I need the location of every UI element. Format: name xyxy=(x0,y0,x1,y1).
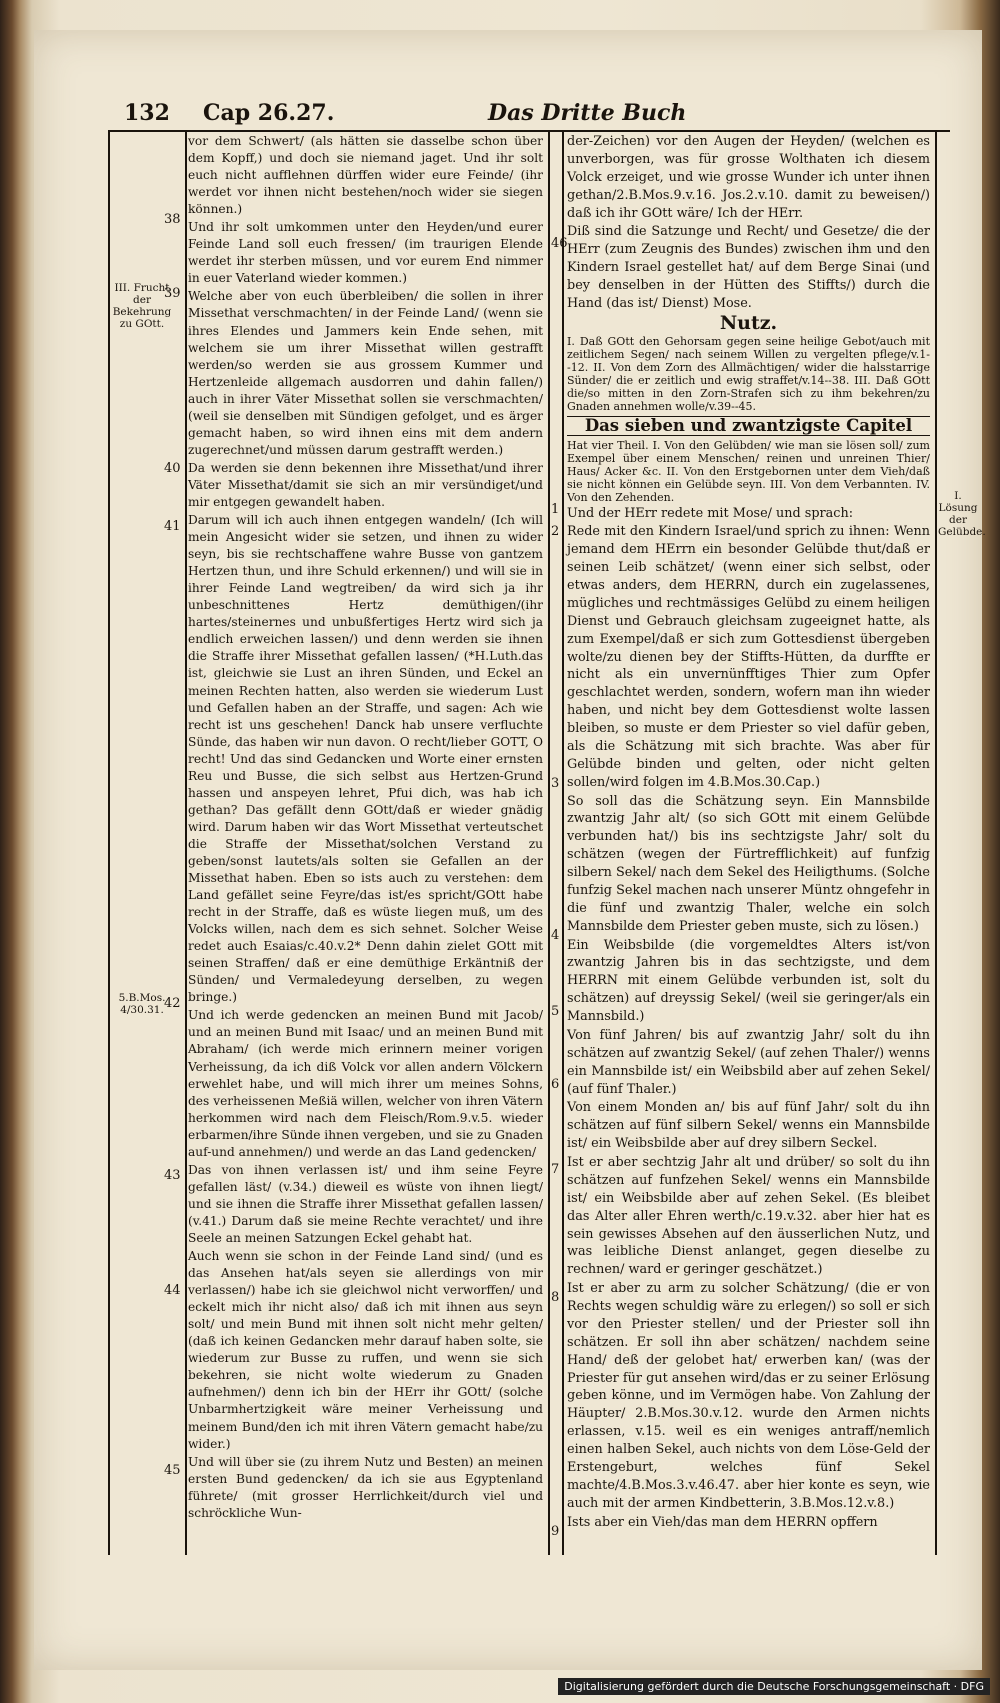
verse-text: Und will über sie (zu ihrem Nutz und Besten) an meinen ersten Bund gedencken/ da ich sie aus Egyptenland führete/ (mit grosser Herrlichkeit/durch viel und schröckliche Wun- xyxy=(188,1454,543,1520)
verse-text: Von einem Monden an/ bis auf fünf Jahr/ solt du ihn schätzen auf fünf silbern Sekel/ wenns ein Mannsbilde ist/ ein Weibsbilde aber auf drey silbern Seckel. xyxy=(567,1100,930,1152)
chapter-reference: Cap 26.27. xyxy=(203,100,335,126)
verse-number: 4 xyxy=(551,928,560,943)
verse-text: vor dem Schwert/ (als hätten sie dasselbe schon über dem Kopff,) und doch sie niemand jaget. Und ihr solt euch nicht aufflehnen dürffen wider eure Feinde/ (ihr werdet vor ihnen nicht bestehen/noch wider sie siegen können.) xyxy=(188,134,543,217)
nutz-text: I. Daß GOtt den Gehorsam gegen seine heilige Gebot/auch mit zeitlichem Segen/ nach seinem Willen zu vergelten pflege/v.1--12. II. Von dem Zorn des Allmächtigen/ wider die halsstarrige Sünder/ die er zeitlich und ewig straffet/v.14--38. III. Daß GOtt die/so mitten in den Zorn-Strafen sich zu ihm bekehren/zu Gnaden annehmen wolle/v.39--45. xyxy=(567,334,930,413)
verse-text: Da werden sie denn bekennen ihre Missethat/und ihrer Väter Missethat/damit sie sich an mir versündiget/und mir entgegen gewandelt haben. xyxy=(188,460,543,509)
chapter-summary: Hat vier Theil. I. Von den Gelübden/ wie man sie lösen soll/ zum Exempel über einem Menschen/ reinen und unreinen Thier/ Haus/ Acker &c. II. Von den Erstgebornen unter dem Vieh/daß sie nicht können ein Gelübde seyn. III. Von dem Verbannten. IV. Von den Zehenden. xyxy=(567,438,930,504)
verse-text: Auch wenn sie schon in der Feinde Land sind/ (und es das Ansehen hat/als seyen sie allerdings von mir verlassen/) habe ich sie gleichwol nicht verworffen/ und eckelt mich ihr nicht also/ daß ich mit ihnen aus seyn solt/ und mein Bund mit ihnen solt nicht mehr gelten/ (daß ich keinen Gedancken mehr darauf haben solte, sie wiederum zur Busse zu ruffen, und wenn sie sich bekehren, sie nicht wolte wiederum zu Gnaden aufnehmen/) denn ich bin der HErr ihr GOtt/ (solche Unbarmhertzigkeit wäre meiner Verheissung und meinem Bund/den ich mit ihren Vätern gemacht habe/zu wider.) xyxy=(188,1249,543,1451)
running-header xyxy=(108,96,950,132)
verse-text: Ists aber ein Vieh/das man dem HERRN opffern xyxy=(567,1514,878,1530)
digitization-credit: Digitalisierung gefördert durch die Deutsche Forschungsgemeinschaft · DFG xyxy=(558,1678,990,1695)
nutz-heading: Nutz. xyxy=(719,311,778,334)
verse-number: 38 xyxy=(164,212,181,227)
verse-number: 42 xyxy=(164,996,181,1011)
verse-text: Ein Weibsbilde (die vorgemeldtes Alters ist/von zwantzig Jahren bis in das sechtzigste, und dem HERRN mit einem Gelübde verbunden ist, solt du schätzen) auf dreyssig Sekel/ (weil sie geringer/als ein Mannsbild.) xyxy=(567,937,930,1024)
verse-number: 1 xyxy=(551,502,560,517)
margin-note-loesung: I. Lösung der Gelübde. xyxy=(938,490,986,538)
verse-number: 39 xyxy=(164,286,181,301)
verse-number: 5 xyxy=(551,1004,560,1019)
right-text-column xyxy=(567,133,930,1532)
verse-text: Und ihr solt umkommen unter den Heyden/und eurer Feinde Land soll euch fressen/ (im traurigen Elende werdet ihr sterben müssen, und vor eurem End nimmer in euer Vaterland wieder kommen.) xyxy=(188,220,543,286)
verse-number: 6 xyxy=(551,1077,560,1092)
chapter-heading: Das sieben und zwantzigste Capitel xyxy=(567,416,930,436)
left-text-column xyxy=(188,133,543,1523)
margin-note-frucht: III. Frucht der Bekehrung zu GOtt. xyxy=(112,282,172,330)
verse-text: Von fünf Jahren/ bis auf zwantzig Jahr/ solt du ihn schätzen auf zwantzig Sekel/ (auf zehen Thaler/) wenns ein Mannsbilde ist/ ein Weibsbild aber auf zehen Sekel/ (auf fünf Thaler.) xyxy=(567,1027,930,1097)
verse-text: Und der HErr redete mit Mose/ und sprach: xyxy=(567,505,854,521)
verse-text: So soll das die Schätzung seyn. Ein Mannsbilde zwantzig Jahr alt/ (so sich GOtt mit einem Gelübde verbunden hat/) bis ins sechtzigste Jahr/ solt du schätzen (wegen der Fürtrefflichkeit) auf funfzig silbern Sekel/ nach dem Sekel des Heiligthums. (Solche funfzig Sekel machen nach unserer Müntz ohngefehr in die fünf und zwantzig Thaler, welche ein solch Mannsbilde dem Priester geben muste, sich zu lösen.) xyxy=(567,793,930,934)
verse-number: 8 xyxy=(551,1290,560,1305)
verse-number: 44 xyxy=(164,1283,181,1298)
verse-number: 2 xyxy=(551,524,560,539)
right-column-rule xyxy=(935,130,937,1555)
verse-number: 45 xyxy=(164,1463,181,1478)
margin-note-mos-ref: 5.B.Mos. 4/30.31. xyxy=(118,992,166,1016)
verse-number: 40 xyxy=(164,461,181,476)
running-title: Das Dritte Buch xyxy=(488,100,687,126)
verse-number: 41 xyxy=(164,519,181,534)
verse-text: Ist er aber sechtzig Jahr alt und drüber/ so solt du ihn schätzen auf funfzehen Sekel/ wenns ein Mannsbilde ist/ ein Weibsbilde aber auf zehen Sekel. (Es bleibet das Alter aller Ehren werth/c.19.v.32. aber hier hat es sein gewisses Absehen auf den äusserlichen Nutz, und was leibliche Dienst anlanget, gegen dieselbe zu rechnen/ ward er geringer geschätzet.) xyxy=(567,1155,930,1278)
verse-text: Ist er aber zu arm zu solcher Schätzung/ (die er von Rechts wegen schuldig wäre zu erlegen/) so soll er sich vor den Priester stellen/ und der Priester soll ihn schätzen. Er soll ihn aber schätzen/ nachdem seine Hand/ deß der gelobet hat/ erwerben kan/ (was der Priester für gut ansehen wird/das er zu seiner Erlösung geben könne, und im Vermögen habe. Von Zahlung der Häupter/ 2.B.Mos.30.v.12. wurde den Armen nichts erlassen, v.15. weil es ein weniges antraff/nemlich einen halben Sekel, auch nichts von dem Löse-Geld der Erstengeburt, welches fünf Sekel machte/4.B.Mos.3.v.46.47. aber hier konte es seyn, wie auch mit der armen Kindbetterin, 3.B.Mos.12.v.8.) xyxy=(567,1281,930,1511)
verse-text: Diß sind die Satzunge und Recht/ und Gesetze/ die der HErr (zum Zeugnis des Bundes) zwischen ihm und den Kindern Israel gestellet hat/ auf dem Berge Sinai (und bey denselben in der Hütten des Stiffts/) durch die Hand (das ist/ Dienst) Mose. xyxy=(567,224,930,311)
verse-text: Welche aber von euch überbleiben/ die sollen in ihrer Missethat verschmachten/ in der Feinde Land/ (wenn sie ihres Elendes und Jammers kein Ende sehen, mit welchem sie um ihrer Missethat willen gestrafft werden/so werden sie aus grossem Kummer und Hertzenleide allgemach ausdorren und dahin fallen/) auch in ihrer Väter Missethat sollen sie verschmachten/ (weil sie denselben mit Sündigen gefolget, und es ärger gemacht haben, so wird ihnen eins mit dem andern zugerechnet/und müssen darum gestrafft werden.) xyxy=(188,289,543,457)
left-column-rule xyxy=(185,130,187,1555)
verse-text: Das von ihnen verlassen ist/ und ihm seine Feyre gefallen läst/ (v.34.) dieweil es wüste von ihnen liegt/ und sie ihnen die Straffe ihrer Missethat gefallen lassen/ (v.41.) Darum daß sie meine Rechte verachtet/ und ihre Seele an meinen Satzungen Eckel gehabt hat. xyxy=(188,1162,543,1245)
verse-number: 9 xyxy=(551,1524,560,1539)
middle-rule-left xyxy=(548,130,550,1555)
page-number: 132 xyxy=(124,100,170,126)
verse-text: der-Zeichen) vor den Augen der Heyden/ (welchen es unverborgen, was für grosse Wolthaten ich diesem Volck erzeiget, und wie grosse Wunder ich unter ihnen gethan/2.B.Mos.9.v.16. Jos.2.v.10. damit zu beweisen/) daß ich ihr GOtt wäre/ Ich der HErr. xyxy=(567,134,930,221)
verse-number: 46 xyxy=(551,236,568,251)
middle-rule-right xyxy=(562,130,564,1555)
verse-text: Rede mit den Kindern Israel/und sprich zu ihnen: Wenn jemand dem HErrn ein besonder Gelübde thut/daß er seinen Leib schätzet/ (wenn einer sich selbst, oder etwas anders, dem HERRN, durch ein zugelassenes, mügliches und rechtmässiges Gelübd zu einem heiligen Dienst und Gebrauch gleichsam zugeeignet hatte, als zum Exempel/daß er sich zum Gottesdienst übergeben wolte/zu dienen bey der Stiffts-Hütten, da durffte er nicht als ein unvernünfftiges Thier zum Opfer geschlachtet werden, sondern, wofern man ihn wieder haben, und nicht bey dem Gottesdienst wolte lassen bleiben, so muste er dem Priester so viel dafür geben, als die Schätzung mit sich brachte. Was aber für Gelübde binden und gelten, oder nicht gelten sollen/wird folgen im 4.B.Mos.30.Cap.) xyxy=(567,524,930,790)
verse-number: 7 xyxy=(551,1162,560,1177)
verse-number: 3 xyxy=(551,776,560,791)
verse-text: Und ich werde gedencken an meinen Bund mit Jacob/ und an meinen Bund mit Isaac/ und an meinen Bund mit Abraham/ (ich werde mich erinnern meiner vorigen Verheissung, da ich diß Volck vor allen andern Völckern erwehlet habe, und will mich ihrer um meines Sohns, des verheissenen Meßiä willen, welcher von ihren Vätern herkommen wird nach dem Fleisch/Rom.9.v.5. wieder erbarmen/ihre Sünde ihnen vergeben, und sie zu Gnaden auf-und annehmen/) und werde an das Land gedencken/ xyxy=(188,1008,543,1159)
outer-rule xyxy=(108,130,110,1555)
verse-number: 43 xyxy=(164,1168,181,1183)
verse-text: Darum will ich auch ihnen entgegen wandeln/ (Ich will mein Angesicht wider sie setzen, und ihnen zu wider seyn, bis sie rechtschaffene wahre Busse von gantzem Hertzen thun, und ihre Schuld erkennen/) und will sie in ihrer Feinde Land wegtreiben/ da wird sich ja ihr unbeschnittenes Hertz demüthigen/(ihr hartes/steinernes und unbußfertiges Hertz wird sich ja endlich erweichen lassen/) und denn werden sie ihnen die Straffe ihrer Missethat gefallen lassen/ (*H.Luth.das ist, gleichwie sie Lust an ihren Sünden, und Eckel an meinen Rechten hatten, also werden sie wiederum Lust und Gefallen haben an der Straffe, und sagen: Ach wie recht ist uns geschehen! Danck hab unsere verfluchte Sünde, das haben wir nun davon. O recht/lieber GOTT, O recht! Und das sind Gedancken und Worte einer ernsten Reu und Busse, die sich selbst aus Hertzen-Grund hassen und anspeyen lehret, Pfui dich, was hab ich gethan? Das gefällt denn GOtt/daß er wieder gnädig wird. Darum haben wir das Wort Missethat verteutschet die Straffe der Missethat/solchen Verstand zu geben/sonst lautets/als solten sie Gefallen an der Missethat haben. Eben so ists auch zu verstehen: dem Land gefället seine Feyre/das ist/es spricht/GOtt habe recht in der Straffe, daß es wüste liegen muß, um des Volcks willen, nach dem es sich sehnet. Solcher Weise redet auch Esaias/c.40.v.2* Denn dahin zielet GOtt mit seinen Straffen/ daß er eine demüthige Erkäntniß der Sünden/ und Vermaledeyung derselben, zu wegen bringe.) xyxy=(188,513,543,1005)
